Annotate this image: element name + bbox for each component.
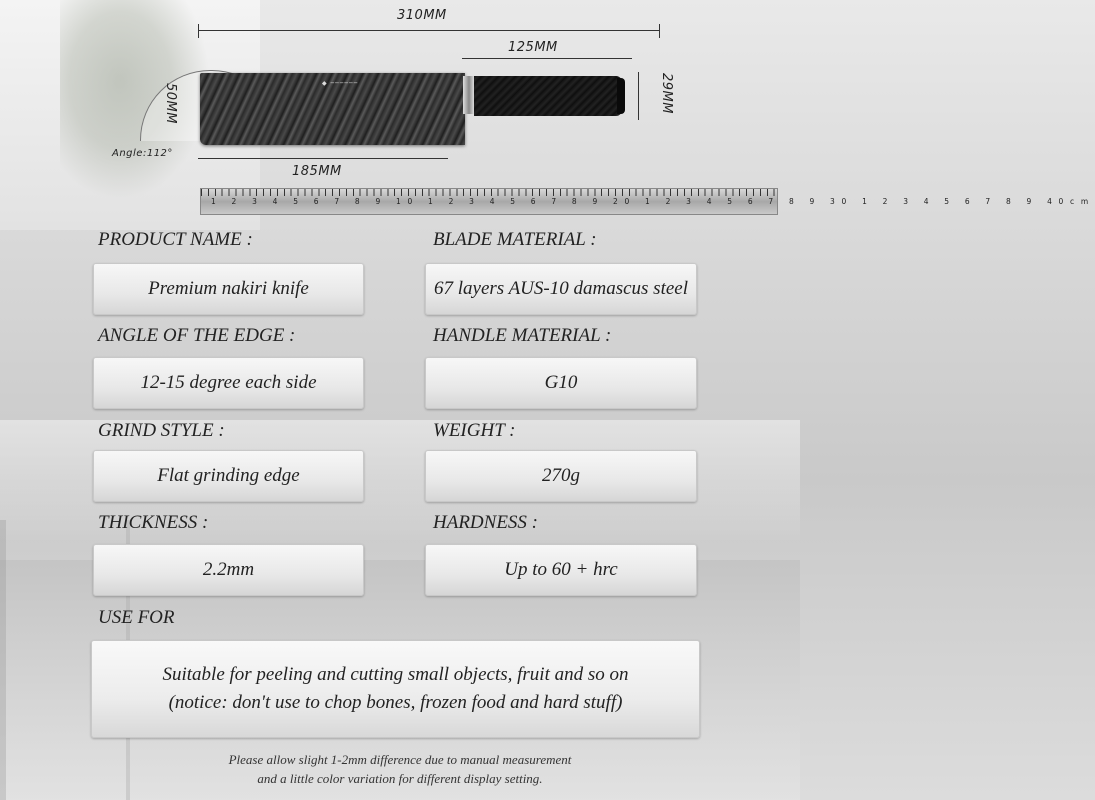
knife-handle — [474, 76, 622, 116]
thickness-value: 2.2mm — [93, 544, 364, 596]
ruler-ticks — [201, 189, 777, 196]
thickness-label: THICKNESS : — [98, 512, 209, 533]
handle-material-label: HANDLE MATERIAL : — [433, 325, 612, 346]
edge-angle-value: 12-15 degree each side — [93, 357, 364, 409]
knife-handle-cap — [617, 78, 625, 114]
use-for-line-1: Suitable for peeling and cutting small objects, fruit and so on — [162, 664, 629, 685]
handle-length-line — [462, 58, 632, 59]
weight-label: WEIGHT : — [433, 420, 516, 441]
blade-length-line — [198, 158, 448, 159]
handle-height-line — [638, 72, 639, 120]
blade-material-label: BLADE MATERIAL : — [433, 229, 597, 250]
brand-mark: ◆ ────── — [322, 80, 359, 87]
total-length-label: 310MM — [397, 8, 447, 23]
measuring-ruler — [200, 188, 1095, 215]
footnote-line-1: Please allow slight 1-2mm difference due to manual measurement — [228, 752, 572, 767]
product-name-label: PRODUCT NAME : — [98, 229, 253, 250]
dim-tick — [198, 24, 199, 38]
weight-value: 270g — [425, 450, 697, 502]
handle-length-label: 125MM — [508, 40, 558, 55]
ruler-numbers: 1 2 3 4 5 6 7 8 9 10 1 2 3 4 5 6 7 8 9 20 1 2 3 4 5 6 7 8 9 30 1 2 3 4 5 6 7 8 9 40cm — [211, 197, 1095, 206]
blade-material-value: 67 layers AUS-10 damascus steel — [425, 263, 697, 315]
use-for-box — [91, 640, 700, 738]
blade-length-label: 185MM — [292, 164, 342, 179]
handle-height-label: 29MM — [658, 73, 674, 114]
product-name-value: Premium nakiri knife — [93, 263, 364, 315]
hardness-label: HARDNESS : — [433, 512, 539, 533]
dim-tick — [659, 24, 660, 38]
edge-angle-label: ANGLE OF THE EDGE : — [98, 325, 296, 346]
angle-label: Angle:112° — [112, 148, 173, 159]
hardness-value: Up to 60 + hrc — [425, 544, 697, 596]
grind-style-value: Flat grinding edge — [93, 450, 364, 502]
footnote-line-2: and a little color variation for different display setting. — [257, 771, 543, 786]
use-for-line-2: (notice: don't use to chop bones, frozen food and hard stuff) — [168, 692, 623, 713]
use-for-label: USE FOR — [98, 607, 175, 628]
handle-material-value: G10 — [425, 357, 697, 409]
blade-height-label: 50MM — [162, 83, 178, 124]
grind-style-label: GRIND STYLE : — [98, 420, 225, 441]
total-length-line — [198, 30, 659, 31]
